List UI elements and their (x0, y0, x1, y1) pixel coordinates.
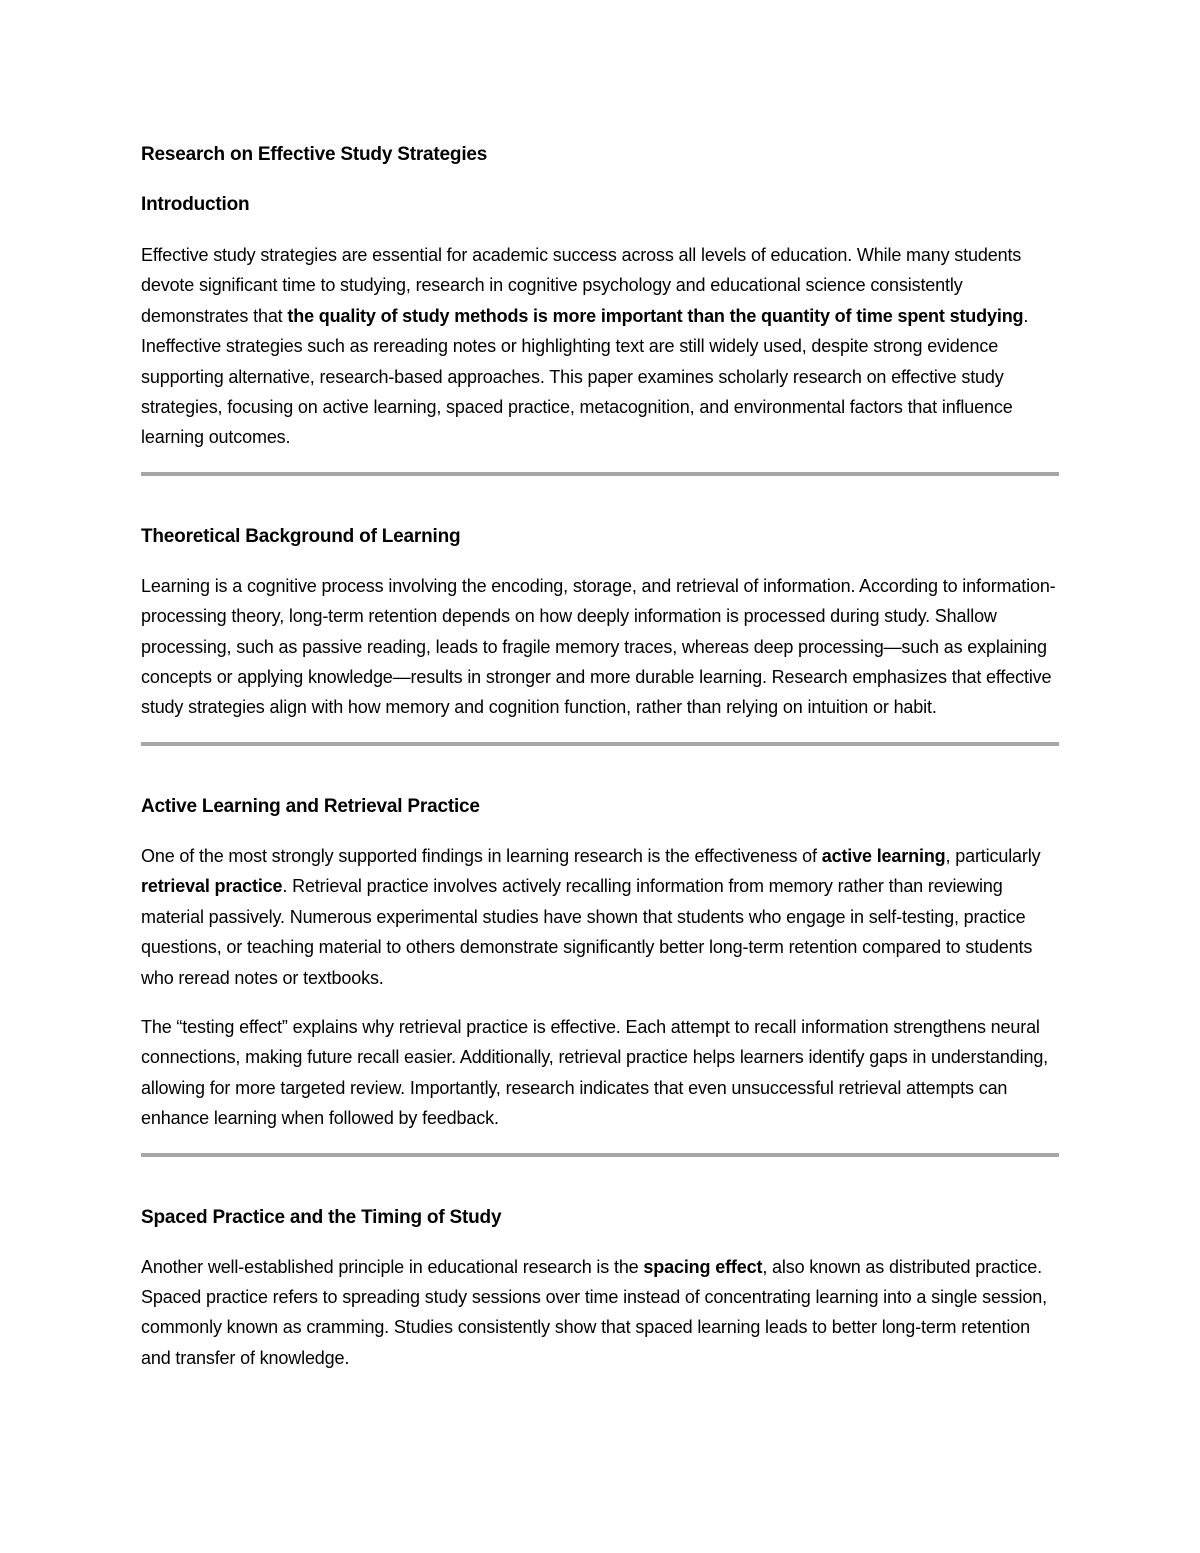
paragraph (141, 571, 1059, 723)
text-run: One of the most strongly supported findings in learning research is the effectiveness of (141, 845, 822, 866)
section-heading: Theoretical Background of Learning (141, 525, 461, 547)
section-active-learning (141, 792, 1059, 1134)
paragraph (141, 240, 1059, 453)
section-introduction (141, 190, 1059, 453)
document-page (141, 140, 1059, 1392)
paragraph (141, 841, 1059, 993)
bold-text-run: spacing effect (643, 1256, 763, 1277)
bold-text-run: active learning (821, 845, 946, 866)
document-title: Research on Effective Study Strategies (141, 144, 488, 165)
section-heading: Spaced Practice and the Timing of Study (141, 1206, 502, 1228)
paragraph (141, 1252, 1059, 1374)
text-run: The “testing effect” explains why retrieval practice is effective. Each attempt to recall information strengthens neural connections, making future recall easier. Additionally, retrieval practice helps learners identify gaps in understanding, allowing for more targeted review. Importantly, research indicates that even unsuccessful retrieval attempts can enhance learning when followed by feedback. (141, 1016, 1049, 1129)
bold-text-run: the quality of study methods is more important than the quantity of time spent studying (287, 305, 1024, 326)
text-run: , particularly (945, 845, 1041, 866)
paragraph (141, 1012, 1059, 1134)
bold-text-run: retrieval practice (141, 876, 283, 897)
text-run: Learning is a cognitive process involving the encoding, storage, and retrieval of information. According to information-processing theory, long-term retention depends on how deeply information is processed during study. Shallow processing, such as passive reading, leads to fragile memory traces, whereas deep processing—such as explaining concepts or applying knowledge—results in stronger and more durable learning. Research emphasizes that effective study strategies align with how memory and cognition function, rather than relying on intuition or habit. (141, 575, 1056, 718)
text-run: Another well-established principle in educational research is the (141, 1256, 644, 1277)
section-spaced-practice (141, 1203, 1059, 1374)
section-heading: Active Learning and Retrieval Practice (141, 795, 480, 817)
text-run: , also known as distributed practice. Spaced practice refers to spreading study sessions over time instead of concentrating learning into a single session, commonly known as cramming. Studies consistently show that spaced learning leads to better long-term retention and transfer of knowledge. (141, 1256, 1047, 1368)
section-theoretical-background (141, 522, 1059, 723)
text-run: Effective study strategies are essential for academic success across all levels of education. While many students devote significant time to studying, research in cognitive psychology and educational science consistently demonstrates that (141, 245, 1022, 326)
text-run: . Retrieval practice involves actively recalling information from memory rather than reviewing material passively. Numerous experimental studies have shown that students who engage in self-testing, practice questions, or teaching material to others demonstrate significantly better long-term retention compared to students who reread notes or textbooks. (141, 876, 1033, 988)
text-run: . Ineffective strategies such as rereading notes or highlighting text are still widely used, despite strong evidence supporting alternative, research-based approaches. This paper examines scholarly research on effective study strategies, focusing on active learning, spaced practice, metacognition, and environmental factors that influence learning outcomes. (141, 305, 1029, 448)
section-heading: Introduction (141, 194, 250, 215)
